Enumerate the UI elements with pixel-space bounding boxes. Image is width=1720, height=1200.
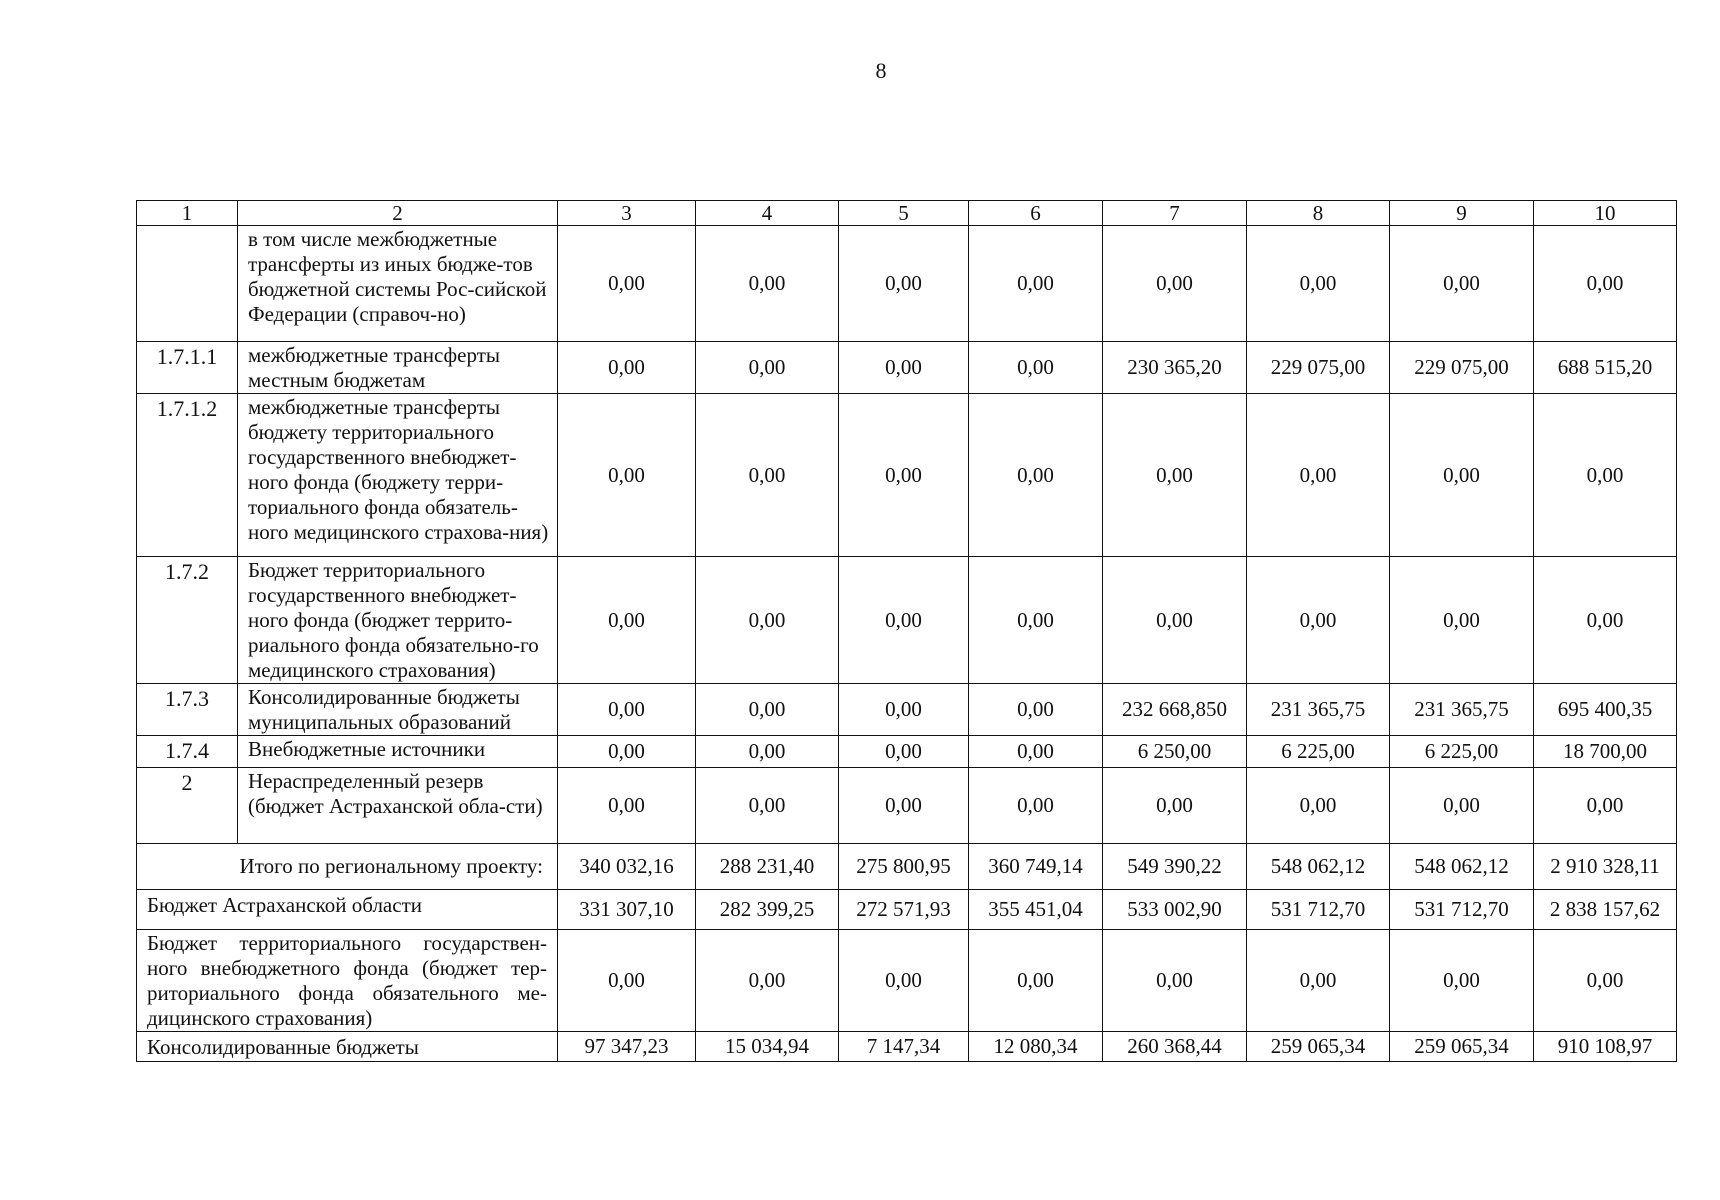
summary-value-col-6: 360 749,14: [969, 844, 1103, 890]
row-value-col-4: 0,00: [696, 557, 839, 684]
row-code: 1.7.4: [137, 736, 238, 768]
row-value-col-6: 0,00: [969, 342, 1103, 394]
row-description: в том числе межбюджетные трансферты из иных бюдже-тов бюджетной системы Рос-сийской Федерации (справоч-но): [238, 226, 558, 342]
summary-value-col-6: 12 080,34: [969, 1032, 1103, 1062]
row-value-col-6: 0,00: [969, 768, 1103, 844]
row-code: 1.7.3: [137, 684, 238, 736]
row-value-col-5: 0,00: [839, 684, 969, 736]
row-value-col-7: 0,00: [1103, 768, 1247, 844]
table-row: [137, 342, 1677, 394]
row-value-col-7: 0,00: [1103, 394, 1247, 557]
column-header-9: 9: [1390, 201, 1534, 226]
row-value-col-3: 0,00: [558, 768, 696, 844]
column-header-6: 6: [969, 201, 1103, 226]
row-value-col-9: 0,00: [1390, 768, 1534, 844]
summary-row: [137, 1032, 1677, 1062]
summary-label: Консолидированные бюджеты: [137, 1032, 558, 1062]
column-header-3: 3: [558, 201, 696, 226]
row-value-col-3: 0,00: [558, 226, 696, 342]
summary-value-col-8: 0,00: [1247, 930, 1390, 1032]
row-description: Внебюджетные источники: [238, 736, 558, 768]
summary-value-col-5: 0,00: [839, 930, 969, 1032]
row-value-col-8: 231 365,75: [1247, 684, 1390, 736]
row-value-col-5: 0,00: [839, 226, 969, 342]
row-value-col-7: 232 668,850: [1103, 684, 1247, 736]
summary-value-col-7: 0,00: [1103, 930, 1247, 1032]
row-value-col-7: 0,00: [1103, 557, 1247, 684]
row-value-col-4: 0,00: [696, 342, 839, 394]
table-row: [137, 768, 1677, 844]
column-header-1: 1: [137, 201, 238, 226]
row-value-col-8: 0,00: [1247, 226, 1390, 342]
summary-value-col-3: 0,00: [558, 930, 696, 1032]
summary-value-col-7: 549 390,22: [1103, 844, 1247, 890]
row-description: Бюджет территориального государственного внебюджет-ного фонда (бюджет террито-риального фонда обязательно-го медицинского страхования): [238, 557, 558, 684]
row-description: межбюджетные трансферты местным бюджетам: [238, 342, 558, 394]
summary-label: Бюджет Астраханской области: [137, 890, 558, 930]
row-value-col-6: 0,00: [969, 394, 1103, 557]
summary-value-col-4: 15 034,94: [696, 1032, 839, 1062]
summary-value-col-6: 355 451,04: [969, 890, 1103, 930]
summary-value-col-8: 531 712,70: [1247, 890, 1390, 930]
summary-value-col-10: 2 910 328,11: [1534, 844, 1677, 890]
row-code: [137, 226, 238, 342]
row-value-col-5: 0,00: [839, 768, 969, 844]
summary-value-col-3: 97 347,23: [558, 1032, 696, 1062]
row-value-col-5: 0,00: [839, 736, 969, 768]
row-value-col-3: 0,00: [558, 684, 696, 736]
summary-value-col-10: 0,00: [1534, 930, 1677, 1032]
row-value-col-10: 0,00: [1534, 394, 1677, 557]
row-value-col-7: 6 250,00: [1103, 736, 1247, 768]
row-value-col-9: 0,00: [1390, 394, 1534, 557]
row-value-col-8: 6 225,00: [1247, 736, 1390, 768]
summary-value-col-7: 260 368,44: [1103, 1032, 1247, 1062]
row-value-col-5: 0,00: [839, 557, 969, 684]
row-value-col-10: 688 515,20: [1534, 342, 1677, 394]
row-value-col-3: 0,00: [558, 342, 696, 394]
table-row: [137, 557, 1677, 684]
row-value-col-8: 0,00: [1247, 394, 1390, 557]
row-value-col-8: 0,00: [1247, 768, 1390, 844]
summary-value-col-9: 0,00: [1390, 930, 1534, 1032]
row-value-col-8: 229 075,00: [1247, 342, 1390, 394]
column-header-2: 2: [238, 201, 558, 226]
summary-value-col-6: 0,00: [969, 930, 1103, 1032]
summary-value-col-8: 259 065,34: [1247, 1032, 1390, 1062]
table-row: [137, 226, 1677, 342]
summary-value-col-9: 531 712,70: [1390, 890, 1534, 930]
row-description: Нераспределенный резерв (бюджет Астраханской обла-сти): [238, 768, 558, 844]
row-value-col-3: 0,00: [558, 557, 696, 684]
row-code: 2: [137, 768, 238, 844]
summary-value-col-5: 7 147,34: [839, 1032, 969, 1062]
summary-value-col-10: 2 838 157,62: [1534, 890, 1677, 930]
row-value-col-4: 0,00: [696, 768, 839, 844]
column-header-5: 5: [839, 201, 969, 226]
summary-value-col-10: 910 108,97: [1534, 1032, 1677, 1062]
column-header-4: 4: [696, 201, 839, 226]
summary-row: [137, 930, 1677, 1032]
summary-value-col-5: 272 571,93: [839, 890, 969, 930]
row-value-col-8: 0,00: [1247, 557, 1390, 684]
table-header-row: [137, 201, 1677, 226]
row-code: 1.7.1.2: [137, 394, 238, 557]
summary-value-col-5: 275 800,95: [839, 844, 969, 890]
row-value-col-9: 6 225,00: [1390, 736, 1534, 768]
row-value-col-10: 695 400,35: [1534, 684, 1677, 736]
row-value-col-9: 0,00: [1390, 557, 1534, 684]
summary-value-col-3: 340 032,16: [558, 844, 696, 890]
table-row: [137, 684, 1677, 736]
summary-row: [137, 844, 1677, 890]
summary-value-col-4: 288 231,40: [696, 844, 839, 890]
row-code: 1.7.1.1: [137, 342, 238, 394]
row-value-col-3: 0,00: [558, 394, 696, 557]
summary-value-col-4: 282 399,25: [696, 890, 839, 930]
summary-value-col-3: 331 307,10: [558, 890, 696, 930]
row-value-col-6: 0,00: [969, 736, 1103, 768]
table-row: [137, 736, 1677, 768]
row-value-col-9: 231 365,75: [1390, 684, 1534, 736]
row-value-col-5: 0,00: [839, 394, 969, 557]
summary-row: [137, 890, 1677, 930]
row-value-col-4: 0,00: [696, 736, 839, 768]
summary-value-col-9: 548 062,12: [1390, 844, 1534, 890]
row-value-col-4: 0,00: [696, 394, 839, 557]
row-value-col-10: 0,00: [1534, 226, 1677, 342]
summary-label: Итого по региональному проекту:: [137, 844, 558, 890]
column-header-10: 10: [1534, 201, 1677, 226]
row-description: Консолидированные бюджеты муниципальных образований: [238, 684, 558, 736]
row-description: межбюджетные трансферты бюджету территориального государственного внебюджет-ного фонда (бюджету терри-ториального фонда обязатель-ного медицинского страхова-ния): [238, 394, 558, 557]
row-value-col-3: 0,00: [558, 736, 696, 768]
row-code: 1.7.2: [137, 557, 238, 684]
column-header-8: 8: [1247, 201, 1390, 226]
row-value-col-6: 0,00: [969, 684, 1103, 736]
summary-label: Бюджет территориального государствен-ного внебюджетного фонда (бюджет тер-риториального фонда обязательного ме-дицинского страхования): [137, 930, 558, 1032]
column-header-7: 7: [1103, 201, 1247, 226]
summary-value-col-4: 0,00: [696, 930, 839, 1032]
row-value-col-10: 18 700,00: [1534, 736, 1677, 768]
row-value-col-7: 230 365,20: [1103, 342, 1247, 394]
row-value-col-6: 0,00: [969, 226, 1103, 342]
row-value-col-6: 0,00: [969, 557, 1103, 684]
page-number: 8: [875, 58, 887, 83]
row-value-col-7: 0,00: [1103, 226, 1247, 342]
summary-value-col-8: 548 062,12: [1247, 844, 1390, 890]
row-value-col-9: 0,00: [1390, 226, 1534, 342]
summary-value-col-9: 259 065,34: [1390, 1032, 1534, 1062]
row-value-col-4: 0,00: [696, 684, 839, 736]
budget-table: [136, 200, 1677, 1062]
table-row: [137, 394, 1677, 557]
row-value-col-9: 229 075,00: [1390, 342, 1534, 394]
row-value-col-4: 0,00: [696, 226, 839, 342]
summary-value-col-7: 533 002,90: [1103, 890, 1247, 930]
row-value-col-10: 0,00: [1534, 557, 1677, 684]
row-value-col-10: 0,00: [1534, 768, 1677, 844]
row-value-col-5: 0,00: [839, 342, 969, 394]
